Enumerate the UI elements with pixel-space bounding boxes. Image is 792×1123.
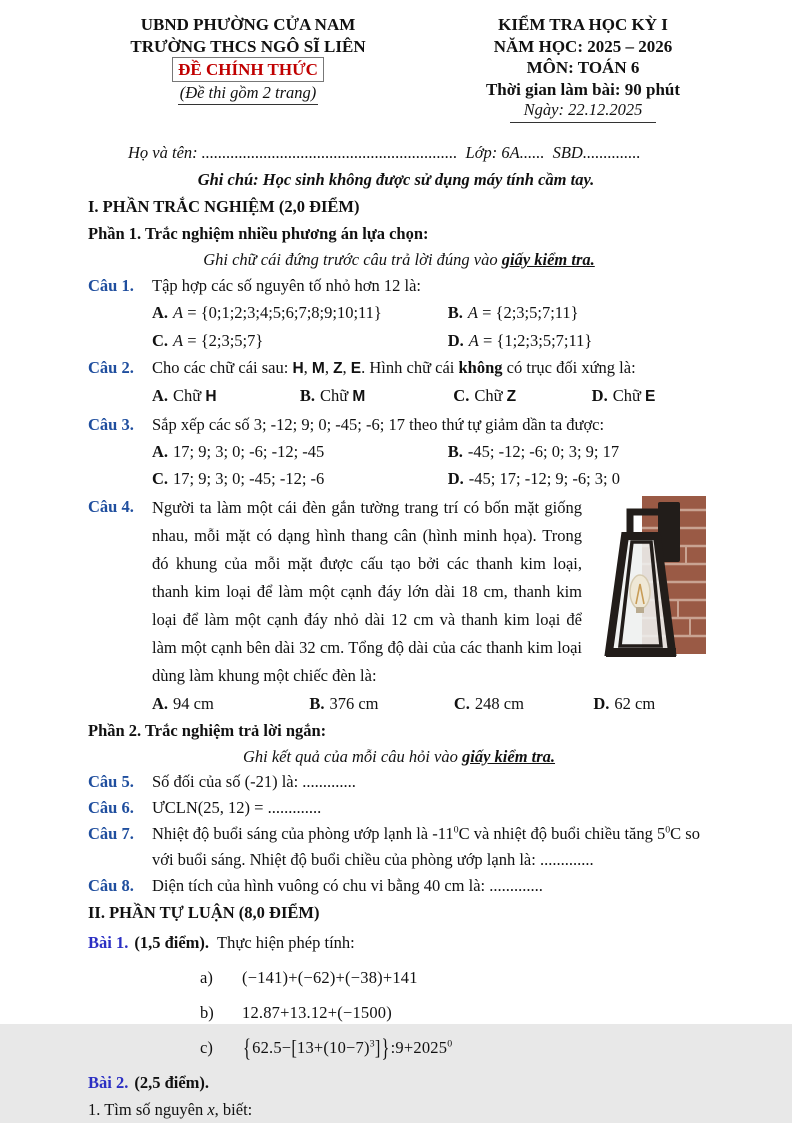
exercise-1-header: [88, 929, 710, 956]
option-d-text: Chữ E: [612, 386, 656, 405]
question-6-label: Câu 6.: [88, 798, 134, 817]
option-a: [152, 382, 300, 411]
item-c-key: c): [200, 1038, 213, 1057]
option-c-text: Chữ Z: [474, 386, 517, 405]
student-info-line: [0, 140, 792, 166]
option-a: [152, 690, 309, 718]
section2-title: II. PHẦN TỰ LUẬN (8,0 ĐIỂM): [88, 903, 320, 922]
header-left: [72, 14, 424, 123]
wall-lamp-illustration: [594, 496, 710, 668]
exercise-1-label: Bài 1.: [88, 933, 129, 952]
item-c: [200, 1034, 710, 1061]
exam-body: [0, 193, 792, 1123]
question-3-text: Sắp xếp các số 3; -12; 9; 0; -45; -6; 17 theo thứ tự giảm dần ta được:: [152, 414, 605, 434]
pages-note: (Đề thi gồm 2 trang): [178, 82, 319, 105]
option-a: [152, 299, 448, 327]
option-a-key: A.: [152, 693, 169, 713]
question-7: [88, 821, 710, 873]
option-b: [448, 299, 710, 327]
option-b-text: Chữ M: [320, 386, 366, 405]
question-1-label: Câu 1.: [88, 276, 134, 295]
item-b-key: b): [200, 1003, 214, 1022]
question-4-options: [88, 690, 710, 718]
part2-title: Phần 2. Trắc nghiệm trả lời ngắn:: [88, 721, 327, 740]
option-d-key: D.: [447, 469, 464, 488]
question-7-text: Nhiệt độ buổi sáng của phòng ướp lạnh là $-11^0C$ và nhiệt độ buổi chiều tăng $5^0C$ so với buổi sáng. Nhiệt độ buổi chiều của phòng ướp lạnh là: .............: [152, 824, 700, 869]
option-d: [593, 690, 710, 718]
question-3: [88, 412, 710, 493]
exercise-2-points: (2,5 điểm).: [134, 1073, 210, 1092]
part1-title: Phần 1. Trắc nghiệm nhiều phương án lựa chọn:: [88, 224, 429, 243]
option-a: [152, 438, 448, 466]
option-c-key: C.: [453, 386, 470, 405]
item-b-expression: 12.87+13.12+(−1500): [242, 1003, 392, 1022]
sbd-blank: SBD..............: [552, 143, 641, 162]
option-b-text: A = {2;3;5;7;11}: [467, 303, 579, 322]
name-label: Họ và tên:: [128, 143, 198, 162]
lantern-photo: [594, 494, 710, 690]
question-1-text: Tập hợp các số nguyên tố nhỏ hơn 12 là:: [152, 276, 422, 295]
exercise-1-items: [88, 964, 710, 1061]
option-b-text: -45; -12; -6; 0; 3; 9; 17: [467, 441, 620, 461]
option-c: [152, 465, 448, 493]
option-c: [454, 690, 594, 718]
question-6-text: ƯCLN(25, 12) = .............: [152, 798, 322, 817]
question-1: [88, 273, 710, 354]
question-4: [88, 494, 710, 718]
option-d-key: D.: [593, 693, 610, 713]
option-d-text: A = {1;2;3;5;7;11}: [468, 330, 593, 350]
issuing-authority: UBND PHƯỜNG CỬA NAM: [140, 15, 356, 34]
option-a-key: A.: [152, 303, 169, 322]
option-d: [592, 382, 710, 411]
question-7-label: Câu 7.: [88, 824, 134, 843]
question-3-label: Câu 3.: [88, 414, 134, 434]
option-d-text: -45; 17; -12; 9; -6; 3; 0: [468, 469, 621, 488]
question-4-text: Người ta làm một cái đèn gắn tường trang trí có bốn mặt giống nhau, mỗi mặt có dạng hình thang cân (hình minh họa). Trong đó khung của mỗi mặt được cấu tạo bởi các thanh kim loại, thanh kim loại để làm một cạnh đáy lớn dài 18 cm, thanh kim loại để làm một cạnh đáy nhỏ dài 12 cm và thanh kim loại để làm một cạnh bên dài 32 cm. Tổng độ dài của các thanh kim loại dùng làm khung một chiếc đèn là:: [152, 497, 582, 685]
section1-title: I. PHẦN TRẮC NGHIỆM (2,0 ĐIỂM): [88, 197, 360, 216]
name-blank: ..............................................................: [201, 143, 458, 162]
option-c-key: C.: [152, 469, 169, 488]
option-a-key: A.: [152, 441, 169, 461]
question-2-options: [88, 382, 710, 411]
part1-instruction: Ghi chữ cái đứng trước câu trả lời đúng vào giấy kiểm tra.: [203, 250, 595, 269]
question-5: [88, 769, 710, 795]
school-year: NĂM HỌC: 2025 – 2026: [493, 36, 673, 56]
option-b: [309, 690, 454, 718]
option-c-text: 248 cm: [474, 693, 524, 713]
question-1-options: [88, 299, 710, 354]
option-c: [152, 327, 448, 355]
item-a-key: a): [200, 968, 213, 987]
class-blank: Lớp: 6A......: [465, 143, 545, 162]
exam-date: Ngày: 22.12.2025: [510, 100, 657, 123]
question-8-label: Câu 8.: [88, 876, 134, 895]
question-6: [88, 795, 710, 821]
pages-note-wrap: [72, 82, 424, 105]
question-5-label: Câu 5.: [88, 772, 134, 791]
option-c-text: A = {2;3;5;7}: [173, 330, 264, 350]
option-a-text: 17; 9; 3; 0; -6; -12; -45: [173, 441, 325, 461]
option-b-key: B.: [299, 386, 315, 405]
question-2: [88, 355, 710, 411]
option-a-text: A = {0;1;2;3;4;5;6;7;8;9;10;11}: [173, 303, 382, 322]
question-8-text: Diện tích của hình vuông có chu vi bằng 40 cm là: .............: [152, 876, 543, 895]
school-name: TRƯỜNG THCS NGÔ SĨ LIÊN: [130, 36, 366, 56]
exam-date-wrap: [424, 100, 742, 123]
exercise-2-header: [88, 1069, 710, 1096]
question-8: [88, 873, 710, 899]
option-d-text: 62 cm: [614, 693, 656, 713]
part2-instruction: Ghi kết quả của mỗi câu hỏi vào giấy kiểm tra.: [242, 747, 556, 766]
exercise-1-points: (1,5 điểm).: [134, 933, 210, 952]
question-2-text: Cho các chữ cái sau: H, M, Z, E. Hình chữ cái không có trục đối xứng là:: [152, 358, 636, 377]
official-exam-stamp: ĐỀ CHÍNH THỨC: [172, 57, 324, 82]
subject: MÔN: TOÁN 6: [526, 58, 640, 77]
option-b: [300, 382, 453, 411]
item-a-expression: (−141)+(−62)+(−38)+141: [242, 968, 418, 987]
option-d: [448, 327, 710, 355]
option-a-text: 94 cm: [173, 693, 214, 713]
item-c-expression: $\{62.5-[13+(10-7)^3]\}:9+2025^0$: [243, 1032, 453, 1062]
option-b-key: B.: [447, 441, 463, 461]
option-d: [448, 465, 710, 493]
exercise-2-label: Bài 2.: [88, 1073, 129, 1092]
duration: Thời gian làm bài: 90 phút: [485, 79, 681, 99]
option-d-key: D.: [447, 330, 464, 350]
option-c: [453, 382, 591, 411]
header: [0, 0, 792, 123]
item-a: [200, 964, 710, 991]
option-c-text: 17; 9; 3; 0; -45; -12; -6: [173, 469, 325, 488]
item-b: [200, 999, 710, 1026]
option-b-text: 376 cm: [329, 693, 379, 713]
option-b-key: B.: [309, 693, 325, 713]
question-3-options: [88, 438, 710, 493]
option-a-key: A.: [152, 386, 169, 405]
option-c-key: C.: [453, 693, 470, 713]
option-b-key: B.: [447, 303, 463, 322]
question-2-label: Câu 2.: [88, 358, 134, 377]
exam-note: Ghi chú: Học sinh không được sử dụng máy tính cầm tay.: [197, 170, 595, 189]
exercise-2-line1: 1. Tìm số nguyên x, biết:: [88, 1100, 253, 1119]
question-5-text: Số đối của số (-21) là: .............: [152, 772, 356, 791]
header-right: [424, 14, 742, 123]
question-4-label: Câu 4.: [88, 496, 134, 516]
option-c-key: C.: [152, 330, 169, 350]
exam-title: KIỂM TRA HỌC KỲ I: [498, 15, 668, 34]
official-stamp-wrap: [72, 57, 424, 82]
base-bar: [606, 648, 676, 657]
option-a-text: Chữ H: [173, 386, 217, 405]
option-d-key: D.: [591, 386, 608, 405]
option-b: [448, 438, 710, 466]
exercise-1-text: Thực hiện phép tính:: [217, 933, 355, 952]
